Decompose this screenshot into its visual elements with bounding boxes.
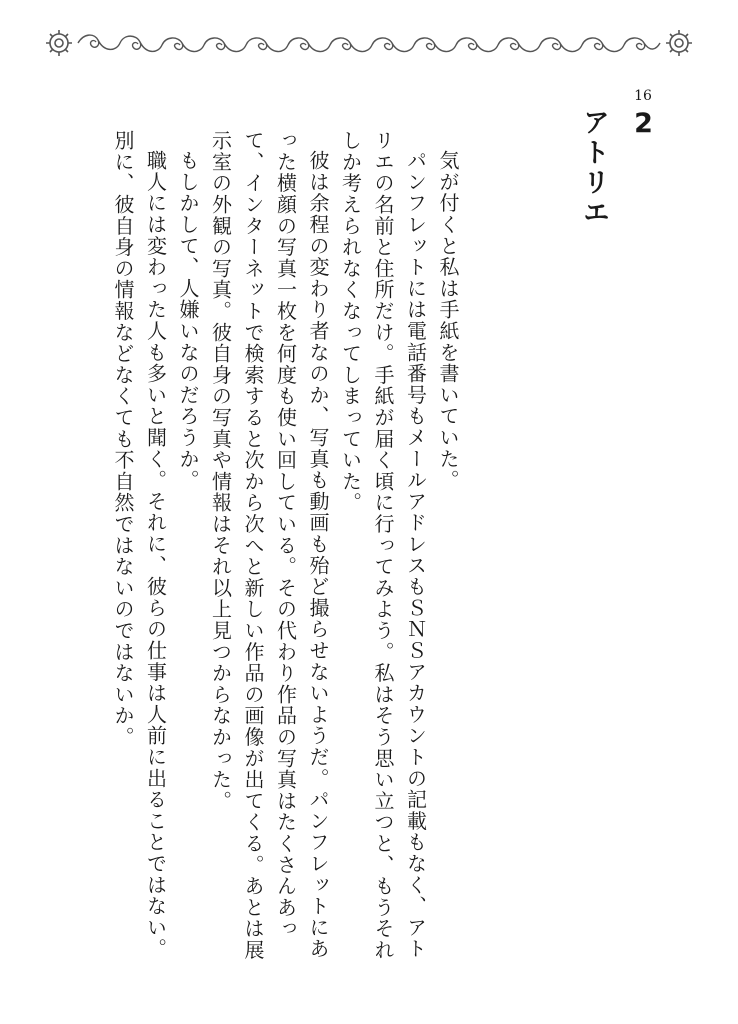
vine-scroll-ornament [78, 35, 660, 51]
paragraph: 気が付くと私は手紙を書いていた。 [436, 150, 460, 491]
gear-icon [666, 30, 692, 56]
decorative-border [44, 28, 694, 58]
paragraph: 職人には変わった人も多いと聞く。それに、彼らの仕事は人前に出ることではない。別に、彼自身の情報などなくても不自然ではないのではないか。 [111, 130, 168, 960]
chapter-title: アトリエ [578, 108, 609, 228]
chapter-heading [578, 108, 668, 288]
paragraph: もしかして、人嫌いなのだろうか。 [176, 150, 200, 491]
page-number: 16 [634, 88, 652, 104]
gear-icon [46, 30, 72, 56]
paragraph: パンフレットには電話番号もメールアドレスもＳＮＳアカウントの記載もなく、アトリエの名前と住所だけ。手紙が届く頃に行ってみよう。私はそう思い立つと、もうそれしか考えられなくなってしまっていた。 [338, 130, 428, 961]
body-text [111, 130, 464, 980]
chapter-number: 2 [628, 108, 659, 142]
paragraph: 彼は余程の変わり者なのか、写真も動画も殆ど撮らせないようだ。パンフレットにあった横顔の写真一枚を何度も使い回している。その代わり作品の写真はたくさんあって、インターネットで検索すると次から次へと新しい作品の画像が出てくる。あとは展示室の外観の写真。彼自身の写真や情報はそれ以上見つからなかった。 [208, 130, 330, 961]
